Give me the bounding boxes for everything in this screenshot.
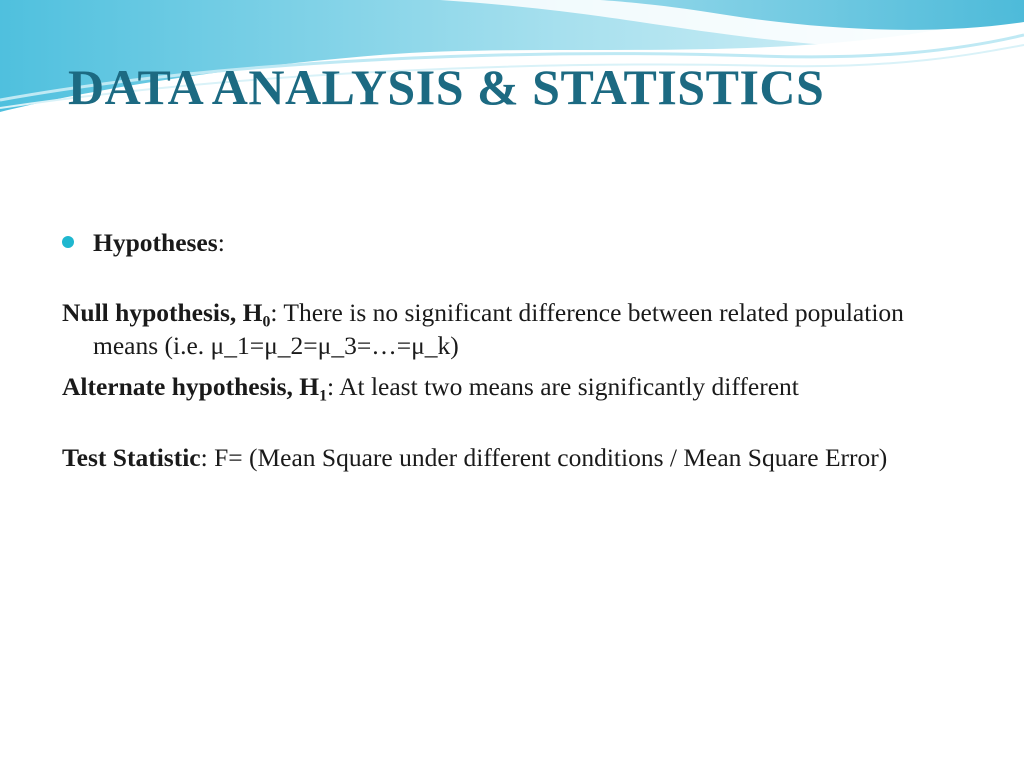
slide-title: DATA ANALYSIS & STATISTICS	[68, 59, 825, 115]
alternate-hypothesis-paragraph	[62, 370, 962, 403]
null-hypothesis-paragraph	[62, 296, 962, 362]
alternate-hypothesis-label: Alternate hypothesis, H	[62, 372, 320, 401]
test-statistic-label: Test Statistic	[62, 443, 201, 472]
bullet-dot-icon	[62, 236, 74, 248]
null-hypothesis-subscript: 0	[262, 313, 271, 331]
test-statistic-paragraph	[62, 441, 962, 474]
null-hypothesis-label: Null hypothesis, H	[62, 298, 263, 327]
bullet-item-hypotheses	[62, 226, 962, 256]
alternate-hypothesis-text: : At least two means are significantly different	[327, 372, 799, 401]
test-statistic-text: : F= (Mean Square under different conditions / Mean Square Error)	[200, 443, 888, 472]
alternate-hypothesis-subscript: 1	[319, 387, 328, 405]
slide-content	[62, 226, 962, 474]
null-hypothesis-text: : There is no significant difference between related population means (i.e. μ_1=μ_2=μ_3=…=μ_k)	[93, 298, 904, 360]
hypotheses-label: Hypotheses	[93, 228, 218, 257]
hypotheses-colon: :	[217, 228, 225, 257]
